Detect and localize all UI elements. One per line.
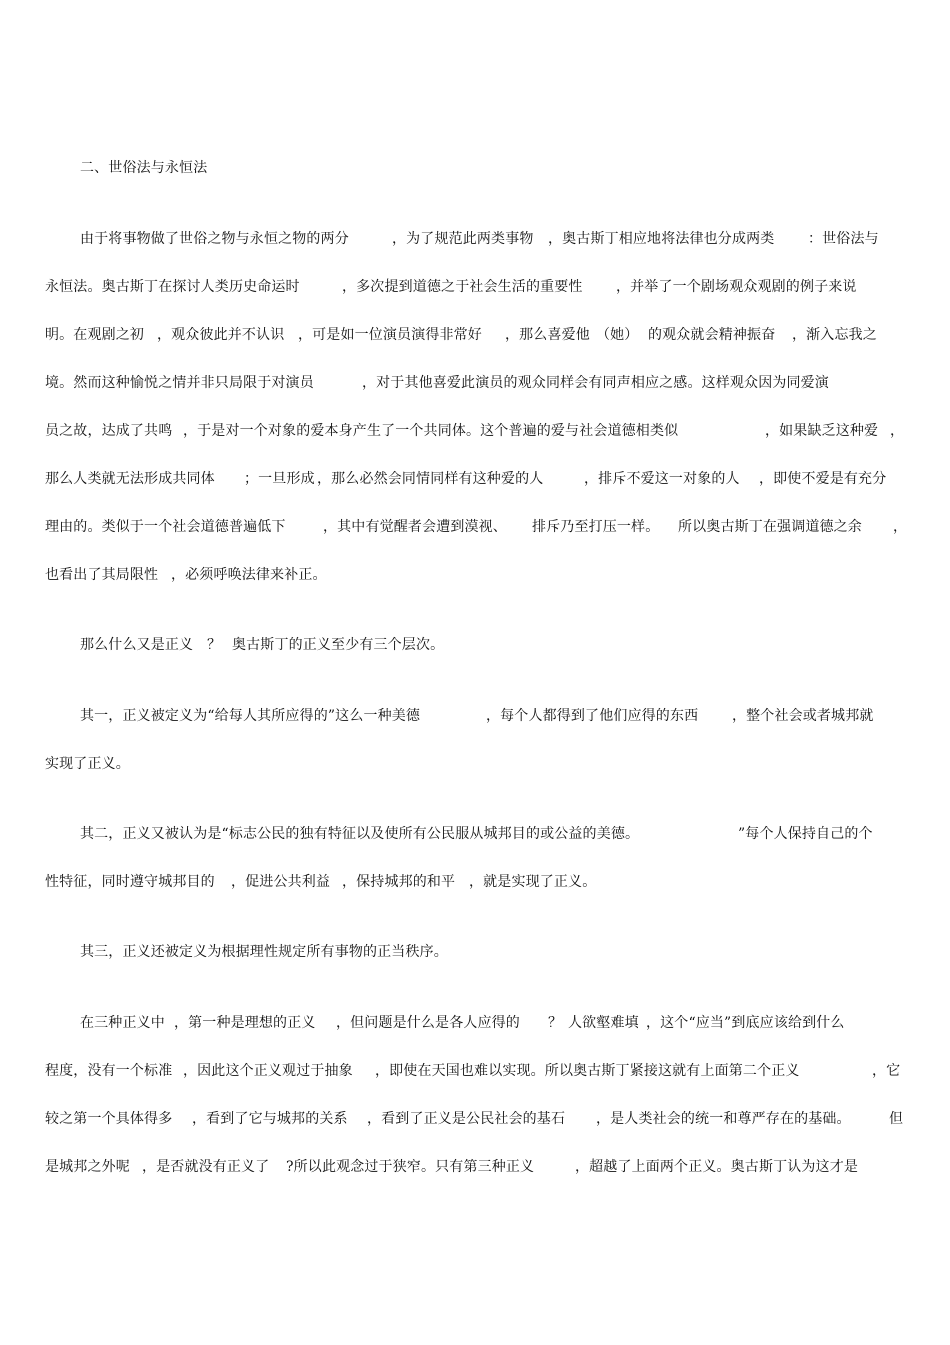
text-segment: 明。在观剧之初 [45, 327, 145, 343]
text-segment: ，它 [872, 1063, 901, 1079]
paragraph-line [0, 942, 950, 962]
text-segment: ：世俗法与 [808, 231, 879, 247]
paragraph-line [0, 635, 950, 655]
text-segment: ，于是对一个对象的爱本身产生了一个共同体。这个普遍的爱与社会道德相类似 [183, 423, 679, 439]
text-segment: ，因此这个正义观过于抽象 [183, 1063, 353, 1079]
text-segment: ，奥古斯丁相应地将法律也分成两类 [548, 231, 775, 247]
paragraph-line [0, 1157, 950, 1177]
text-segment: ，就是实现了正义。 [469, 874, 597, 890]
text-segment: 那么什么又是正义 [80, 637, 194, 653]
text-segment: 境。然而这种愉悦之情并非只局限于对演员 [45, 375, 314, 391]
text-segment: ，其中有觉醒者会遭到漠视、 [323, 519, 507, 535]
text-segment: ， [893, 519, 908, 535]
text-segment: 那么人类就无法形成共同体 [45, 471, 215, 487]
text-segment: ，但问题是什么是各人应得的 [336, 1015, 520, 1031]
text-segment: ?所以此观念过于狭窄。只有第三种正义 [286, 1159, 535, 1175]
text-segment: ；一旦形成 [244, 471, 315, 487]
paragraph-line [0, 824, 950, 844]
paragraph-line [0, 1109, 950, 1129]
text-segment: ，整个社会或者城邦就 [732, 708, 874, 724]
text-segment: 其三，正义还被定义为根据理性规定所有事物的正当秩序。 [80, 944, 448, 960]
paragraph-line [0, 229, 950, 249]
text-segment: 奥古斯丁的正义至少有三个层次。 [232, 637, 445, 653]
heading-text: 二、世俗法与永恒法 [80, 160, 208, 176]
text-segment: 实现了正义。 [45, 756, 130, 772]
text-segment: 理由的。类似于一个社会道德普遍低下 [45, 519, 286, 535]
text-segment: ，为了规范此两类事物 [392, 231, 534, 247]
text-segment: ，那么喜爱他 [505, 327, 590, 343]
text-segment: ，每个人都得到了他们应得的东西 [486, 708, 699, 724]
text-segment: ，看到了它与城邦的关系 [192, 1111, 348, 1127]
text-segment: ，超越了上面两个正义。奥古斯丁认为这才是 [575, 1159, 858, 1175]
text-segment: 排斥乃至打压一样。 [532, 519, 660, 535]
text-segment: 的观众就会精神振奋 [648, 327, 776, 343]
text-segment: 永恒法。奥古斯丁在探讨人类历史命运时 [45, 279, 300, 295]
text-segment: 较之第一个具体得多 [45, 1111, 173, 1127]
text-segment: ，第一种是理想的正义 [174, 1015, 316, 1031]
text-segment: ，促进公共利益 [231, 874, 331, 890]
text-segment: ，是否就没有正义了 [142, 1159, 270, 1175]
text-segment: ，必须呼唤法律来补正。 [171, 567, 327, 583]
text-segment: ，并举了一个剧场观众观剧的例子来说 [616, 279, 857, 295]
text-segment: ，观众彼此并不认识 [157, 327, 285, 343]
text-segment: 也看出了其局限性 [45, 567, 159, 583]
paragraph-line [0, 469, 950, 489]
paragraph-line [0, 517, 950, 537]
text-segment: （她） [596, 327, 639, 343]
text-segment: ，是人类社会的统一和尊严存在的基础。 [596, 1111, 851, 1127]
text-segment: ，看到了正义是公民社会的基石 [367, 1111, 566, 1127]
paragraph-line [0, 421, 950, 441]
text-segment: ，渐入忘我之 [792, 327, 877, 343]
text-segment: ， [890, 423, 905, 439]
text-segment: ，这个“应当”到底应该给到什么 [646, 1015, 845, 1031]
text-segment: ，如果缺乏这种爱 [765, 423, 879, 439]
paragraph-line [0, 1013, 950, 1033]
text-segment: ，保持城邦的和平 [342, 874, 456, 890]
text-segment: ，那么必然会同情同样有这种爱的人 [317, 471, 544, 487]
text-segment: 员之故，达成了共鸣 [45, 423, 173, 439]
text-segment: ？ [548, 1015, 563, 1031]
text-segment: 但 [889, 1111, 904, 1127]
paragraph-line [0, 706, 950, 726]
text-segment: 所以奥古斯丁在强调道德之余 [678, 519, 862, 535]
text-segment: ？ [207, 637, 222, 653]
text-segment: 其一，正义被定义为“给每人其所应得的”这么一种美德 [80, 708, 421, 724]
text-segment: ，排斥不爱这一对象的人 [584, 471, 740, 487]
text-segment: 是城邦之外呢 [45, 1159, 130, 1175]
text-segment: 在三种正义中 [80, 1015, 165, 1031]
paragraph-line [0, 325, 950, 345]
paragraph-line [0, 565, 950, 585]
text-segment: ，即使在天国也难以实现。所以奥古斯丁紧接这就有上面第二个正义 [375, 1063, 800, 1079]
text-segment: 其二，正义又被认为是“标志公民的独有特征以及使所有公民服从城邦目的或公益的美德。 [80, 826, 640, 842]
text-segment: 性特征，同时遵守城邦目的 [45, 874, 215, 890]
text-segment: ，可是如一位演员演得非常好 [298, 327, 482, 343]
paragraph-line [0, 373, 950, 393]
paragraph-line [0, 1061, 950, 1081]
paragraph-line [0, 277, 950, 297]
section-heading [0, 158, 950, 178]
text-segment: ，对于其他喜爱此演员的观众同样会有同声相应之感。这样观众因为同爱演 [362, 375, 829, 391]
text-segment: 由于将事物做了世俗之物与永恒之物的两分 [80, 231, 349, 247]
text-segment: 程度，没有一个标准 [45, 1063, 173, 1079]
text-segment: ，即使不爱是有充分 [759, 471, 887, 487]
text-segment: 人欲壑难填 [568, 1015, 639, 1031]
paragraph-line [0, 872, 950, 892]
text-segment: ，多次提到道德之于社会生活的重要性 [342, 279, 583, 295]
text-segment: ”每个人保持自己的个 [738, 826, 873, 842]
paragraph-line [0, 754, 950, 774]
